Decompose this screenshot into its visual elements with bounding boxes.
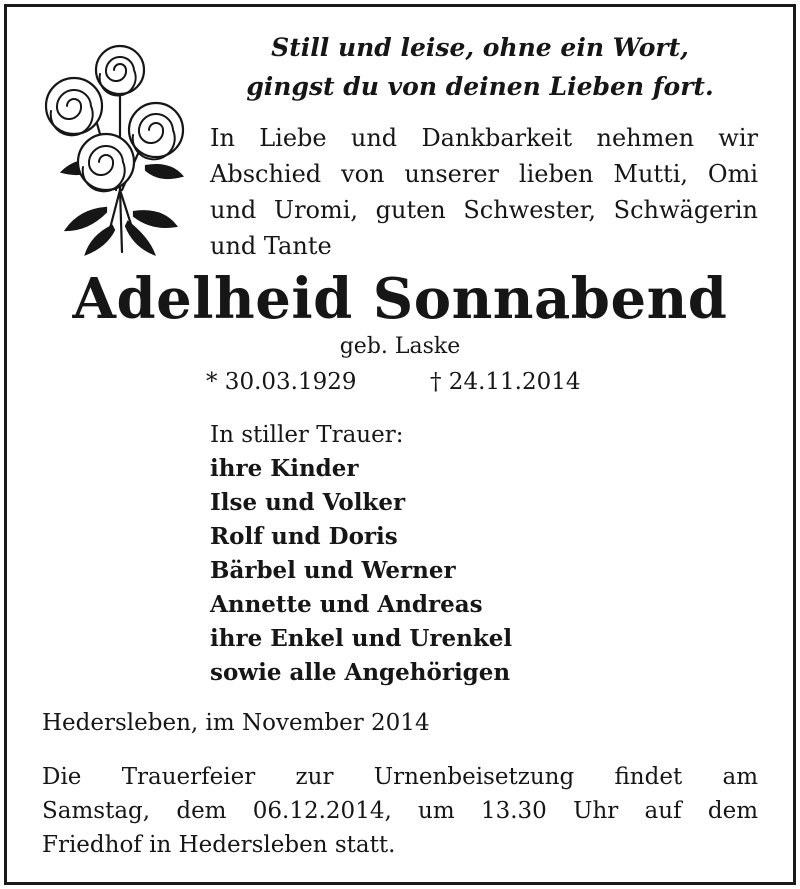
funeral-line: Friedhof in Hedersleben statt. (42, 832, 396, 858)
intro-line: und Uromi, guten Schwester, Schwägerin (210, 196, 758, 224)
mourner-entry: Ilse und Volker (210, 489, 406, 516)
funeral-line: Samstag, dem 06.12.2014, um 13.30 Uhr auf dem (42, 798, 758, 824)
mourner-entry: ihre Enkel und Urenkel (210, 625, 513, 652)
intro-line: Abschied von unserer lieben Mutti, Omi (210, 160, 758, 188)
verse-line-1: Still und leise, ohne ein Wort, (271, 33, 689, 62)
funeral-line: Die Trauerfeier zur Urnenbeisetzung findet am (42, 764, 758, 790)
birth-date: * 30.03.1929 (206, 369, 357, 395)
mourner-entry: Rolf und Doris (210, 523, 398, 550)
verse (210, 28, 750, 106)
mourner-entry: ihre Kinder (210, 455, 359, 482)
verse-line-2: gingst du von deinen Lieben fort. (246, 72, 714, 101)
intro-line: und Tante (210, 232, 332, 260)
mourner-entry: sowie alle Angehörigen (210, 659, 511, 686)
mourners-lead: In stiller Trauer: (210, 422, 404, 448)
maiden-name: geb. Laske (339, 334, 461, 359)
funeral-notice (42, 760, 758, 862)
intro-line: In Liebe und Dankbarkeit nehmen wir (210, 124, 758, 152)
deceased-name: Adelheid Sonnabend (72, 266, 728, 332)
death-date: † 24.11.2014 (430, 369, 581, 395)
place-and-date: Hedersleben, im November 2014 (42, 710, 430, 736)
mourner-entry: Bärbel und Werner (210, 557, 456, 584)
mourners-list (210, 418, 770, 690)
intro-text (210, 120, 758, 264)
roses-bouquet-icon (36, 40, 188, 260)
mourner-entry: Annette und Andreas (210, 591, 483, 618)
